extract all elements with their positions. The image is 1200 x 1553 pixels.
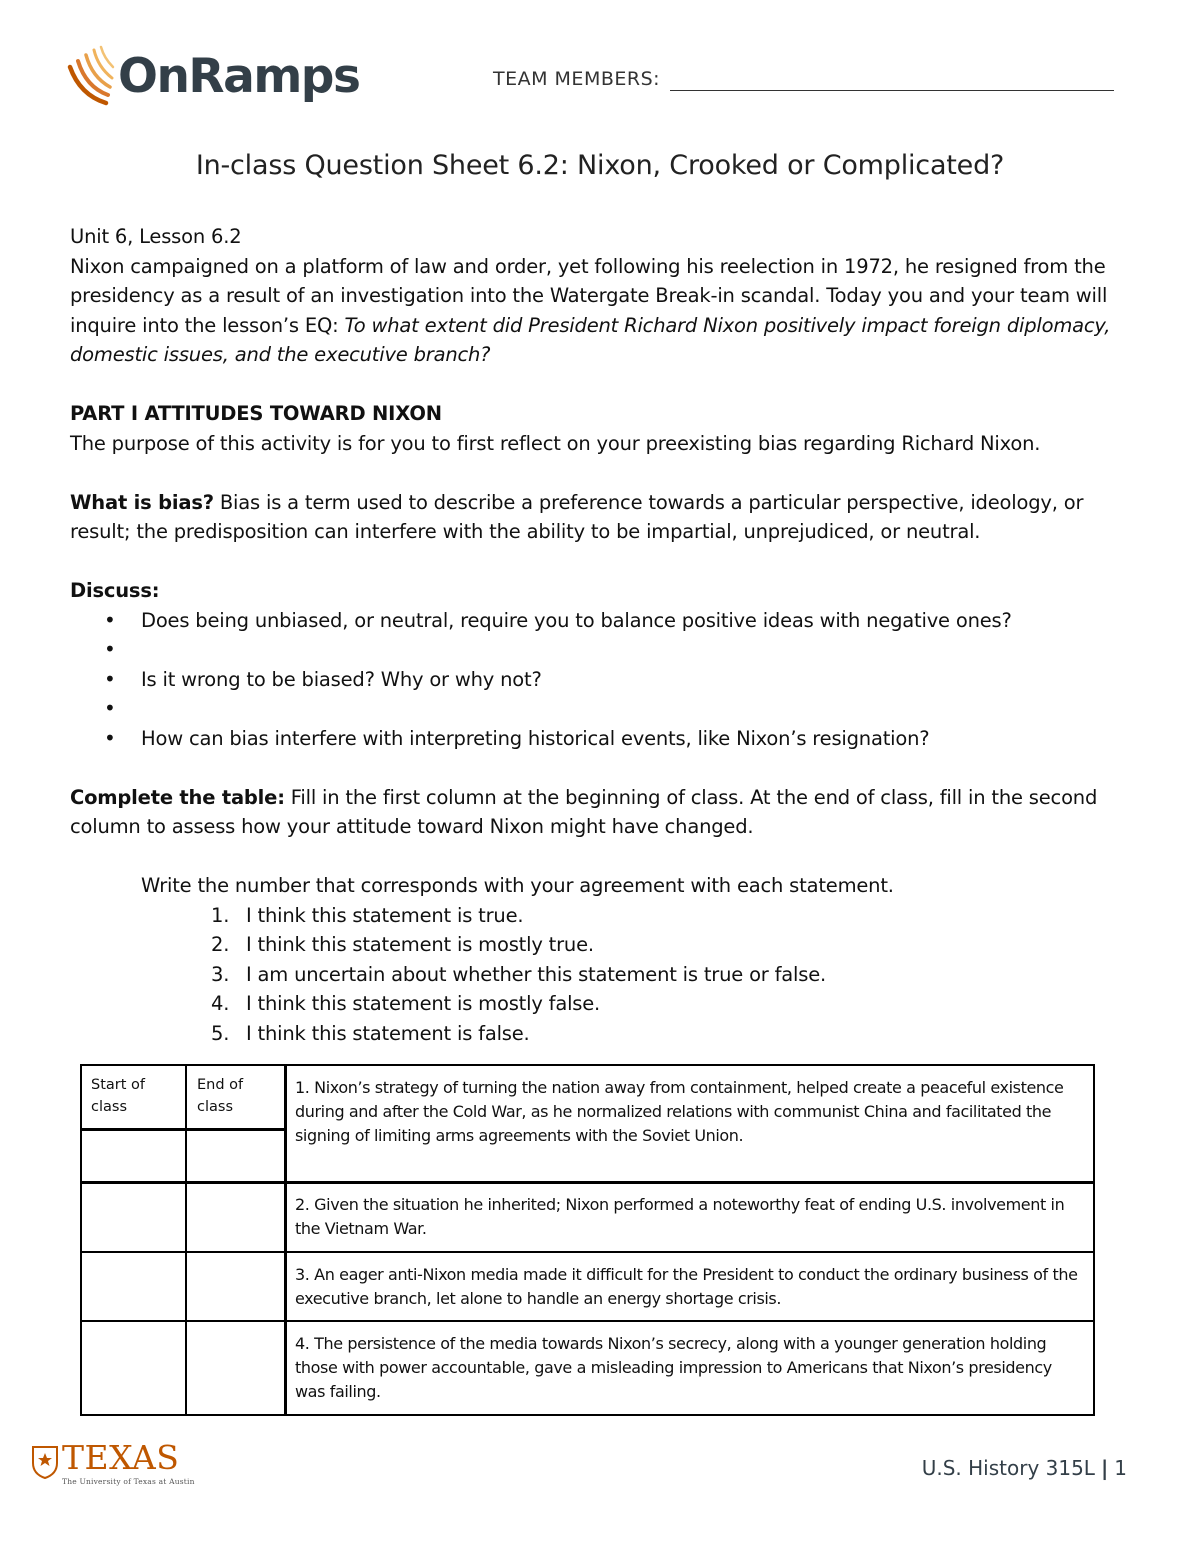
ut-shield-icon: [32, 1445, 58, 1479]
start-answer-cell-3[interactable]: [83, 1253, 184, 1319]
ut-wordmark: TEXAS: [62, 1438, 180, 1477]
onramps-logo-text: OnRamps: [118, 48, 360, 104]
page-footer: [922, 1456, 1127, 1480]
bias-text: Bias is a term used to describe a preference towards a particular perspective, ideology, or result; the predisposition can interfere with the ability to be impartial, unprejudiced, or neutral.: [70, 490, 1084, 543]
main-content: [70, 222, 1132, 1048]
team-members-label: TEAM MEMBERS:: [493, 68, 661, 90]
complete-label: Complete the table:: [70, 785, 285, 809]
discuss-list: [70, 606, 1132, 754]
bias-definition: [70, 488, 1132, 547]
part1-heading: PART I ATTITUDES TOWARD NIXON: [70, 402, 442, 425]
end-answer-cell-1[interactable]: [188, 1131, 283, 1181]
list-item: • Does being unbiased, or neutral, require you to balance positive ideas with negative ones?: [70, 606, 1132, 636]
onramps-swoosh-icon: [66, 45, 116, 107]
intro-paragraph: [70, 252, 1132, 370]
page-number: 1: [1114, 1456, 1127, 1480]
list-item: • How can bias interfere with interpreting historical events, like Nixon’s resignation?: [70, 724, 1132, 754]
agreement-scale: [70, 901, 1132, 1049]
start-answer-cell-1[interactable]: [83, 1131, 184, 1181]
complete-table-instructions: [70, 783, 1132, 842]
bias-label: What is bias?: [70, 490, 214, 514]
list-item: 3. I am uncertain about whether this statement is true or false.: [211, 962, 826, 986]
team-members-field[interactable]: [670, 90, 1114, 91]
statement-4: 4. The persistence of the media towards Nixon’s secrecy, along with a younger generation holding those with power accountable, gave a misleading impression to Americans that Nixon’s presidency was failing.: [295, 1334, 1052, 1401]
discuss-label: Discuss:: [70, 579, 160, 602]
end-answer-cell-4[interactable]: [188, 1322, 283, 1413]
page-title: In-class Question Sheet 6.2: Nixon, Crooked or Complicated?: [195, 150, 1005, 181]
list-item: 5. I think this statement is false.: [211, 1021, 530, 1045]
start-of-class-header: Start of class: [91, 1077, 146, 1115]
end-answer-cell-3[interactable]: [188, 1253, 283, 1319]
course-name: U.S. History 315L: [921, 1456, 1095, 1480]
onramps-logo: [66, 36, 359, 116]
unit-lesson: Unit 6, Lesson 6.2: [70, 225, 242, 248]
list-item: 1. I think this statement is true.: [211, 903, 524, 927]
complete-text: Fill in the first column at the beginning of class. At the end of class, fill in the second column to assess how your attitude toward Nixon might have changed.: [70, 785, 1098, 838]
intro-text: Nixon campaigned on a platform of law and order, yet following his reelection in 1972, he resigned from the presidency as a result of an investigation into the Watergate Break-in scandal. Today you and your team will inquire into the lesson’s EQ:: [70, 254, 1108, 337]
list-item: 2. I think this statement is mostly true.: [211, 933, 594, 956]
footer-separator: |: [1100, 1456, 1109, 1480]
list-item: • Is it wrong to be biased? Why or why not?: [70, 665, 1132, 695]
statement-1: 1. Nixon’s strategy of turning the nation away from containment, helped create a peaceful existence during and after the Cold War, as he normalized relations with communist China and facilitated the signing of limiting arms agreements with the Soviet Union.: [295, 1078, 1064, 1145]
ut-subtitle: The University of Texas at Austin: [62, 1477, 195, 1486]
statement-2: 2. Given the situation he inherited; Nixon performed a noteworthy feat of ending U.S. involvement in the Vietnam War.: [295, 1195, 1065, 1238]
start-answer-cell-4[interactable]: [83, 1322, 184, 1413]
list-item: 4. I think this statement is mostly false.: [211, 992, 601, 1015]
statement-3: 3. An eager anti-Nixon media made it difficult for the President to conduct the ordinary business of the executive branch, let alone to handle an energy shortage crisis.: [295, 1265, 1078, 1308]
attitude-table: [80, 1064, 1095, 1416]
part1-purpose: The purpose of this activity is for you to first reflect on your preexisting bias regarding Richard Nixon.: [70, 431, 1041, 455]
essential-question: To what extent did President Richard Nixon positively impact foreign diplomacy, domestic issues, and the executive branch?: [70, 313, 1111, 366]
scale-instruction: Write the number that corresponds with your agreement with each statement.: [141, 874, 894, 897]
ut-austin-logo: [32, 1440, 195, 1486]
end-of-class-header: End of class: [197, 1077, 244, 1115]
end-answer-cell-2[interactable]: [188, 1184, 283, 1250]
start-answer-cell-2[interactable]: [83, 1184, 184, 1250]
